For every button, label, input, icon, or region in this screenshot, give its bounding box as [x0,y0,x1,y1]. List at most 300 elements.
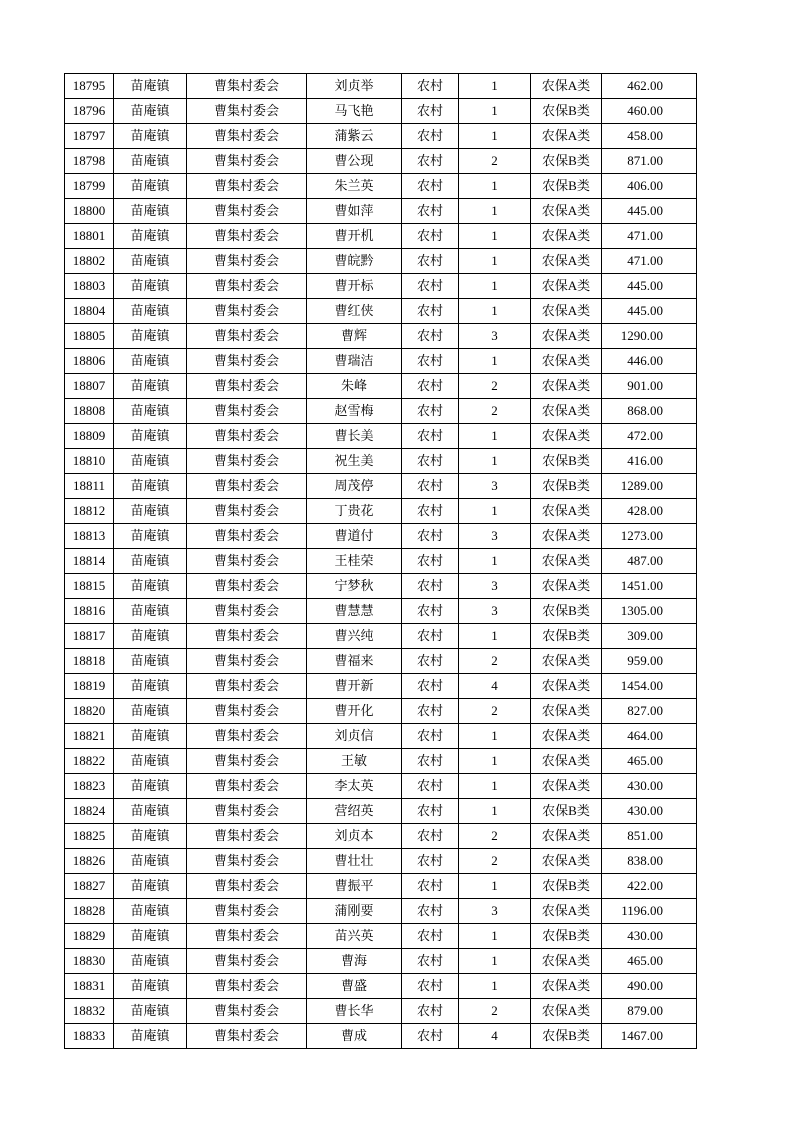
table-cell-town: 苗庵镇 [114,624,187,649]
table-cell-town: 苗庵镇 [114,449,187,474]
table-cell-town: 苗庵镇 [114,774,187,799]
table-cell-count: 3 [459,899,531,924]
table-cell-village: 曹集村委会 [187,624,307,649]
table-cell-type: 农村 [402,499,459,524]
table-cell-type: 农村 [402,199,459,224]
table-cell-town: 苗庵镇 [114,874,187,899]
table-cell-amount: 838.00 [602,849,697,874]
table-cell-count: 4 [459,674,531,699]
table-cell-amount: 430.00 [602,799,697,824]
table-cell-type: 农村 [402,999,459,1024]
table-cell-id: 18820 [65,699,114,724]
table-cell-id: 18831 [65,974,114,999]
table-cell-name: 朱兰英 [307,174,402,199]
table-cell-town: 苗庵镇 [114,324,187,349]
table-cell-town: 苗庵镇 [114,249,187,274]
table-cell-town: 苗庵镇 [114,149,187,174]
table-cell-category: 农保A类 [531,349,602,374]
table-cell-count: 1 [459,749,531,774]
table-cell-id: 18823 [65,774,114,799]
table-row [65,324,697,349]
table-cell-amount: 487.00 [602,549,697,574]
table-cell-town: 苗庵镇 [114,499,187,524]
table-cell-village: 曹集村委会 [187,849,307,874]
table-cell-town: 苗庵镇 [114,999,187,1024]
table-cell-type: 农村 [402,699,459,724]
table-cell-type: 农村 [402,424,459,449]
table-cell-id: 18810 [65,449,114,474]
table-cell-amount: 406.00 [602,174,697,199]
table-cell-category: 农保B类 [531,449,602,474]
table-cell-id: 18814 [65,549,114,574]
table-cell-name: 曹海 [307,949,402,974]
table-cell-amount: 1289.00 [602,474,697,499]
table-cell-amount: 416.00 [602,449,697,474]
table-cell-town: 苗庵镇 [114,674,187,699]
table-row [65,149,697,174]
table-cell-amount: 1451.00 [602,574,697,599]
table-cell-category: 农保A类 [531,399,602,424]
table-cell-category: 农保A类 [531,699,602,724]
table-cell-id: 18806 [65,349,114,374]
table-row [65,274,697,299]
table-row [65,299,697,324]
records-table-body [65,74,697,1049]
table-cell-type: 农村 [402,624,459,649]
table-cell-name: 苗兴英 [307,924,402,949]
table-cell-village: 曹集村委会 [187,224,307,249]
table-cell-count: 1 [459,549,531,574]
table-cell-category: 农保B类 [531,924,602,949]
table-row [65,674,697,699]
table-cell-type: 农村 [402,374,459,399]
table-cell-amount: 465.00 [602,749,697,774]
table-cell-amount: 465.00 [602,949,697,974]
table-cell-type: 农村 [402,899,459,924]
table-cell-amount: 1273.00 [602,524,697,549]
table-cell-amount: 827.00 [602,699,697,724]
table-cell-type: 农村 [402,124,459,149]
table-cell-id: 18832 [65,999,114,1024]
table-cell-amount: 430.00 [602,774,697,799]
table-cell-amount: 309.00 [602,624,697,649]
table-row [65,924,697,949]
table-cell-village: 曹集村委会 [187,649,307,674]
table-row [65,899,697,924]
table-cell-count: 2 [459,999,531,1024]
table-cell-town: 苗庵镇 [114,924,187,949]
table-cell-village: 曹集村委会 [187,524,307,549]
table-cell-id: 18825 [65,824,114,849]
table-cell-category: 农保A类 [531,849,602,874]
table-cell-type: 农村 [402,599,459,624]
table-row [65,74,697,99]
table-cell-id: 18802 [65,249,114,274]
table-row [65,599,697,624]
table-cell-village: 曹集村委会 [187,99,307,124]
table-cell-amount: 879.00 [602,999,697,1024]
table-cell-category: 农保A类 [531,999,602,1024]
table-cell-type: 农村 [402,949,459,974]
table-cell-name: 王桂荣 [307,549,402,574]
table-row [65,249,697,274]
table-cell-category: 农保B类 [531,599,602,624]
table-cell-town: 苗庵镇 [114,549,187,574]
table-row [65,199,697,224]
table-cell-amount: 901.00 [602,374,697,399]
table-cell-id: 18812 [65,499,114,524]
table-cell-id: 18807 [65,374,114,399]
table-cell-type: 农村 [402,174,459,199]
table-row [65,849,697,874]
table-cell-name: 曹振平 [307,874,402,899]
table-row [65,349,697,374]
table-cell-type: 农村 [402,449,459,474]
table-cell-category: 农保A类 [531,299,602,324]
table-cell-village: 曹集村委会 [187,349,307,374]
table-cell-type: 农村 [402,524,459,549]
table-cell-id: 18803 [65,274,114,299]
table-cell-category: 农保A类 [531,124,602,149]
table-cell-count: 1 [459,299,531,324]
table-cell-count: 1 [459,874,531,899]
table-cell-type: 农村 [402,649,459,674]
table-cell-count: 1 [459,774,531,799]
table-cell-village: 曹集村委会 [187,399,307,424]
table-cell-count: 1 [459,274,531,299]
table-cell-type: 农村 [402,474,459,499]
table-cell-id: 18829 [65,924,114,949]
table-cell-village: 曹集村委会 [187,724,307,749]
table-cell-type: 农村 [402,74,459,99]
table-cell-name: 蒲刚要 [307,899,402,924]
table-cell-name: 李太英 [307,774,402,799]
table-cell-amount: 471.00 [602,224,697,249]
table-cell-amount: 1196.00 [602,899,697,924]
table-cell-category: 农保A类 [531,199,602,224]
table-row [65,424,697,449]
table-row [65,549,697,574]
table-cell-village: 曹集村委会 [187,974,307,999]
table-cell-type: 农村 [402,324,459,349]
table-cell-town: 苗庵镇 [114,599,187,624]
table-cell-count: 1 [459,624,531,649]
table-cell-village: 曹集村委会 [187,299,307,324]
table-cell-town: 苗庵镇 [114,1024,187,1049]
table-cell-village: 曹集村委会 [187,474,307,499]
table-row [65,524,697,549]
table-cell-amount: 445.00 [602,274,697,299]
table-cell-name: 曹瑞洁 [307,349,402,374]
table-cell-count: 1 [459,499,531,524]
table-cell-amount: 458.00 [602,124,697,149]
table-cell-name: 曹开新 [307,674,402,699]
table-cell-town: 苗庵镇 [114,724,187,749]
table-cell-name: 曹如萍 [307,199,402,224]
table-cell-id: 18798 [65,149,114,174]
table-cell-amount: 472.00 [602,424,697,449]
table-cell-name: 曹公现 [307,149,402,174]
table-cell-amount: 868.00 [602,399,697,424]
table-cell-id: 18818 [65,649,114,674]
table-cell-type: 农村 [402,349,459,374]
table-cell-name: 曹红侠 [307,299,402,324]
table-cell-village: 曹集村委会 [187,824,307,849]
table-cell-count: 1 [459,799,531,824]
table-cell-village: 曹集村委会 [187,999,307,1024]
table-row [65,749,697,774]
table-cell-count: 2 [459,699,531,724]
table-cell-name: 蒲紫云 [307,124,402,149]
table-cell-count: 1 [459,99,531,124]
table-cell-id: 18821 [65,724,114,749]
table-row [65,774,697,799]
table-row [65,399,697,424]
table-cell-category: 农保A类 [531,524,602,549]
table-cell-name: 祝生美 [307,449,402,474]
table-cell-town: 苗庵镇 [114,649,187,674]
table-cell-town: 苗庵镇 [114,974,187,999]
table-cell-category: 农保B类 [531,874,602,899]
table-cell-amount: 1454.00 [602,674,697,699]
table-cell-category: 农保B类 [531,799,602,824]
table-cell-name: 曹开化 [307,699,402,724]
table-row [65,124,697,149]
table-cell-id: 18827 [65,874,114,899]
table-cell-category: 农保B类 [531,149,602,174]
table-cell-name: 朱峰 [307,374,402,399]
table-cell-id: 18809 [65,424,114,449]
table-cell-type: 农村 [402,249,459,274]
table-cell-id: 18826 [65,849,114,874]
table-cell-village: 曹集村委会 [187,424,307,449]
table-cell-name: 曹成 [307,1024,402,1049]
table-cell-count: 3 [459,574,531,599]
table-cell-id: 18797 [65,124,114,149]
table-row [65,824,697,849]
table-cell-village: 曹集村委会 [187,949,307,974]
table-cell-village: 曹集村委会 [187,599,307,624]
table-cell-category: 农保A类 [531,724,602,749]
table-cell-amount: 422.00 [602,874,697,899]
table-row [65,449,697,474]
table-cell-id: 18805 [65,324,114,349]
table-cell-id: 18816 [65,599,114,624]
table-cell-count: 1 [459,174,531,199]
table-cell-type: 农村 [402,574,459,599]
table-cell-village: 曹集村委会 [187,699,307,724]
table-cell-amount: 464.00 [602,724,697,749]
table-cell-town: 苗庵镇 [114,949,187,974]
table-cell-amount: 851.00 [602,824,697,849]
table-cell-village: 曹集村委会 [187,899,307,924]
table-cell-town: 苗庵镇 [114,74,187,99]
table-cell-category: 农保A类 [531,674,602,699]
table-cell-id: 18795 [65,74,114,99]
table-cell-village: 曹集村委会 [187,799,307,824]
table-cell-category: 农保B类 [531,624,602,649]
table-row [65,224,697,249]
table-cell-village: 曹集村委会 [187,749,307,774]
table-cell-name: 宁梦秋 [307,574,402,599]
table-row [65,949,697,974]
table-cell-id: 18808 [65,399,114,424]
table-cell-name: 曹开标 [307,274,402,299]
table-cell-town: 苗庵镇 [114,574,187,599]
table-cell-count: 1 [459,224,531,249]
table-cell-category: 农保A类 [531,549,602,574]
table-cell-town: 苗庵镇 [114,174,187,199]
table-cell-category: 农保A类 [531,249,602,274]
table-cell-town: 苗庵镇 [114,899,187,924]
table-cell-count: 2 [459,849,531,874]
table-cell-count: 1 [459,124,531,149]
table-cell-count: 2 [459,824,531,849]
table-cell-village: 曹集村委会 [187,374,307,399]
table-cell-type: 农村 [402,224,459,249]
table-cell-type: 农村 [402,99,459,124]
table-row [65,574,697,599]
table-cell-village: 曹集村委会 [187,449,307,474]
table-cell-count: 3 [459,324,531,349]
table-cell-amount: 446.00 [602,349,697,374]
table-cell-village: 曹集村委会 [187,574,307,599]
table-cell-town: 苗庵镇 [114,99,187,124]
table-row [65,474,697,499]
table-row [65,999,697,1024]
table-row [65,374,697,399]
table-cell-town: 苗庵镇 [114,424,187,449]
table-cell-count: 2 [459,399,531,424]
table-cell-category: 农保A类 [531,324,602,349]
table-cell-type: 农村 [402,549,459,574]
table-cell-town: 苗庵镇 [114,799,187,824]
table-cell-count: 1 [459,949,531,974]
table-cell-type: 农村 [402,749,459,774]
table-cell-name: 曹辉 [307,324,402,349]
table-cell-type: 农村 [402,274,459,299]
table-cell-name: 曹皖黔 [307,249,402,274]
table-cell-id: 18800 [65,199,114,224]
table-cell-town: 苗庵镇 [114,699,187,724]
table-cell-name: 刘贞本 [307,824,402,849]
table-cell-id: 18804 [65,299,114,324]
table-row [65,699,697,724]
table-cell-category: 农保A类 [531,74,602,99]
table-cell-name: 营绍英 [307,799,402,824]
records-table [64,73,697,1049]
table-cell-amount: 430.00 [602,924,697,949]
table-cell-name: 曹慧慧 [307,599,402,624]
table-cell-count: 1 [459,924,531,949]
table-cell-town: 苗庵镇 [114,349,187,374]
table-cell-name: 刘贞信 [307,724,402,749]
table-cell-id: 18811 [65,474,114,499]
table-cell-type: 农村 [402,299,459,324]
table-cell-name: 赵雪梅 [307,399,402,424]
table-cell-category: 农保A类 [531,974,602,999]
table-cell-count: 1 [459,349,531,374]
table-row [65,624,697,649]
table-cell-count: 2 [459,149,531,174]
table-cell-amount: 462.00 [602,74,697,99]
table-cell-count: 1 [459,199,531,224]
table-cell-town: 苗庵镇 [114,274,187,299]
table-cell-type: 农村 [402,824,459,849]
table-cell-count: 2 [459,374,531,399]
table-cell-type: 农村 [402,924,459,949]
table-cell-count: 3 [459,599,531,624]
table-cell-type: 农村 [402,774,459,799]
table-cell-type: 农村 [402,399,459,424]
table-cell-amount: 445.00 [602,199,697,224]
table-cell-id: 18813 [65,524,114,549]
table-cell-name: 曹福来 [307,649,402,674]
table-cell-id: 18815 [65,574,114,599]
table-cell-id: 18828 [65,899,114,924]
table-cell-category: 农保A类 [531,749,602,774]
table-cell-name: 曹盛 [307,974,402,999]
table-cell-category: 农保A类 [531,899,602,924]
table-cell-category: 农保B类 [531,174,602,199]
table-cell-count: 3 [459,524,531,549]
table-cell-id: 18819 [65,674,114,699]
table-cell-category: 农保A类 [531,274,602,299]
table-cell-category: 农保B类 [531,474,602,499]
table-cell-type: 农村 [402,849,459,874]
table-cell-town: 苗庵镇 [114,374,187,399]
table-cell-category: 农保A类 [531,824,602,849]
table-cell-village: 曹集村委会 [187,149,307,174]
table-row [65,1024,697,1049]
table-cell-village: 曹集村委会 [187,1024,307,1049]
table-cell-id: 18796 [65,99,114,124]
table-cell-name: 刘贞举 [307,74,402,99]
table-cell-count: 1 [459,974,531,999]
table-cell-name: 曹道付 [307,524,402,549]
table-row [65,99,697,124]
table-cell-name: 曹壮壮 [307,849,402,874]
table-cell-type: 农村 [402,724,459,749]
table-cell-id: 18830 [65,949,114,974]
table-cell-count: 1 [459,449,531,474]
table-cell-amount: 490.00 [602,974,697,999]
table-cell-id: 18799 [65,174,114,199]
table-cell-category: 农保A类 [531,224,602,249]
table-row [65,649,697,674]
table-cell-count: 3 [459,474,531,499]
table-cell-amount: 428.00 [602,499,697,524]
table-cell-amount: 445.00 [602,299,697,324]
table-cell-town: 苗庵镇 [114,399,187,424]
table-row [65,974,697,999]
table-cell-type: 农村 [402,149,459,174]
table-cell-name: 周茂停 [307,474,402,499]
table-cell-category: 农保A类 [531,949,602,974]
table-cell-id: 18801 [65,224,114,249]
table-cell-type: 农村 [402,974,459,999]
table-cell-count: 4 [459,1024,531,1049]
table-cell-town: 苗庵镇 [114,224,187,249]
table-cell-town: 苗庵镇 [114,299,187,324]
table-cell-type: 农村 [402,674,459,699]
table-cell-name: 丁贵花 [307,499,402,524]
table-cell-category: 农保A类 [531,424,602,449]
table-cell-village: 曹集村委会 [187,249,307,274]
table-cell-category: 农保B类 [531,99,602,124]
table-cell-amount: 1467.00 [602,1024,697,1049]
table-cell-amount: 959.00 [602,649,697,674]
